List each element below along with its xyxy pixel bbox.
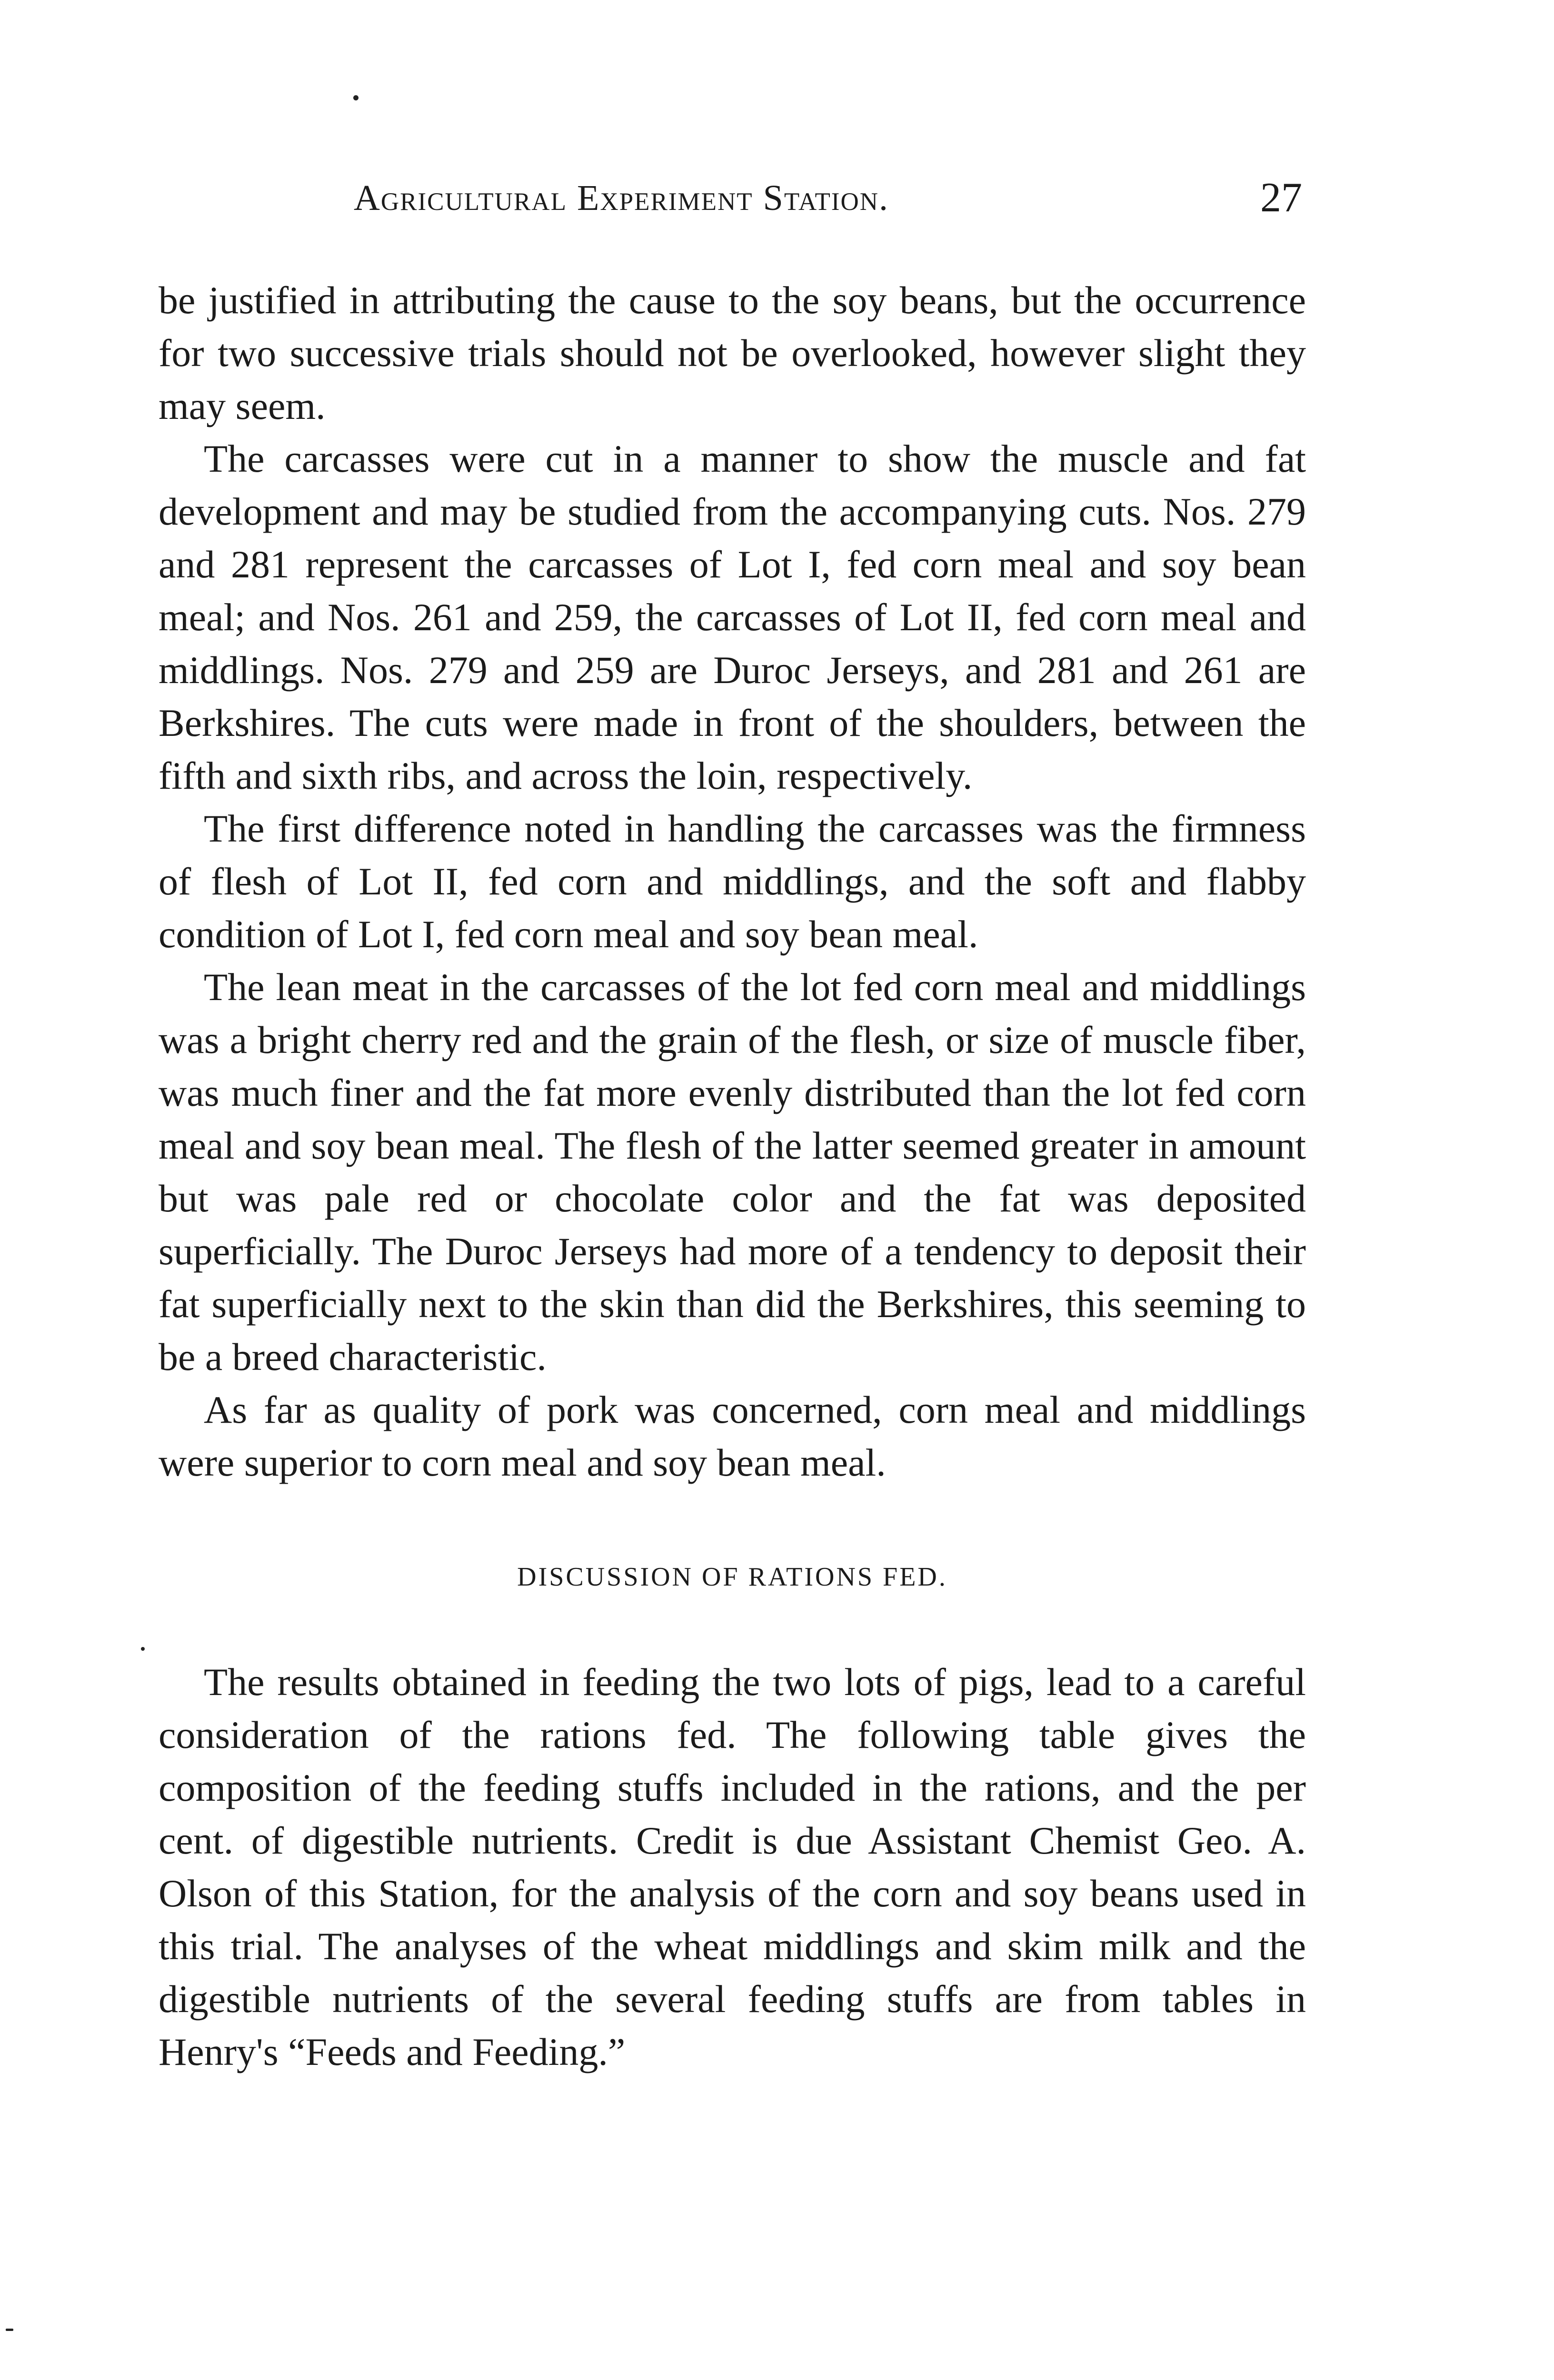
page-body xyxy=(159,274,1306,2078)
paragraph-first-difference: The first difference noted in handling the carcasses was the firmness of flesh of Lot II, fed corn and middlings, and the soft and flabby condition of Lot I, fed corn meal and soy bean meal. xyxy=(159,807,1306,956)
ink-speck xyxy=(141,1647,145,1651)
paragraph-lean-meat: The lean meat in the carcasses of the lot fed corn meal and middlings was a bright cherry red and the grain of the flesh, or size of muscle fiber, was much finer and the fat more evenly distributed than the lot fed corn meal and soy bean meal. The flesh of the latter seemed greater in amount but was pale red or chocolate color and the fat was deposited superficially. The Duroc Jerseys had more of a tendency to deposit their fat superficially next to the skin than did the Berkshires, this seeming to be a breed characteristic. xyxy=(159,965,1306,1378)
paragraph-pork-quality: As far as quality of pork was concerned, corn meal and middlings were superior to corn meal and soy bean meal. xyxy=(159,1388,1306,1484)
page-header xyxy=(159,174,1306,236)
section-heading: DISCUSSION OF RATIONS FED. xyxy=(517,1562,947,1592)
ink-speck xyxy=(6,2329,13,2331)
paragraph-continuation: be justified in attributing the cause to the soy beans, but the occurrence for two successive trials should not be overlooked, however slight they may seem. xyxy=(159,278,1306,427)
paragraph-carcass-cuts: The carcasses were cut in a manner to show the muscle and fat development and may be studied from the accompanying cuts. Nos. 279 and 281 represent the carcasses of Lot I, fed corn meal and soy bean meal; and Nos. 261 and 259, the carcasses of Lot II, fed corn meal and middlings. Nos. 279 and 259 are Duroc Jerseys, and 281 and 261 are Berkshires. The cuts were made in front of the shoulders, between the fifth and sixth ribs, and across the loin, respectively. xyxy=(159,437,1306,797)
running-title: Agricultural Experiment Station. xyxy=(354,178,889,218)
ink-speck xyxy=(353,95,359,100)
paragraph-rations-results: The results obtained in feeding the two lots of pigs, lead to a careful consideration of the rations fed. The following table gives the composition of the feeding stuffs included in the rations, and the per cent. of digestible nutrients. Credit is due Assistant Chemist Geo. A. Olson of this Station, for the analysis of the corn and soy beans used in this trial. The analyses of the wheat middlings and skim milk and the digestible nutrients of the several feeding stuffs are from tables in Henry's “Feeds and Feeding.” xyxy=(159,1660,1306,2073)
page-number: 27 xyxy=(1260,175,1302,221)
